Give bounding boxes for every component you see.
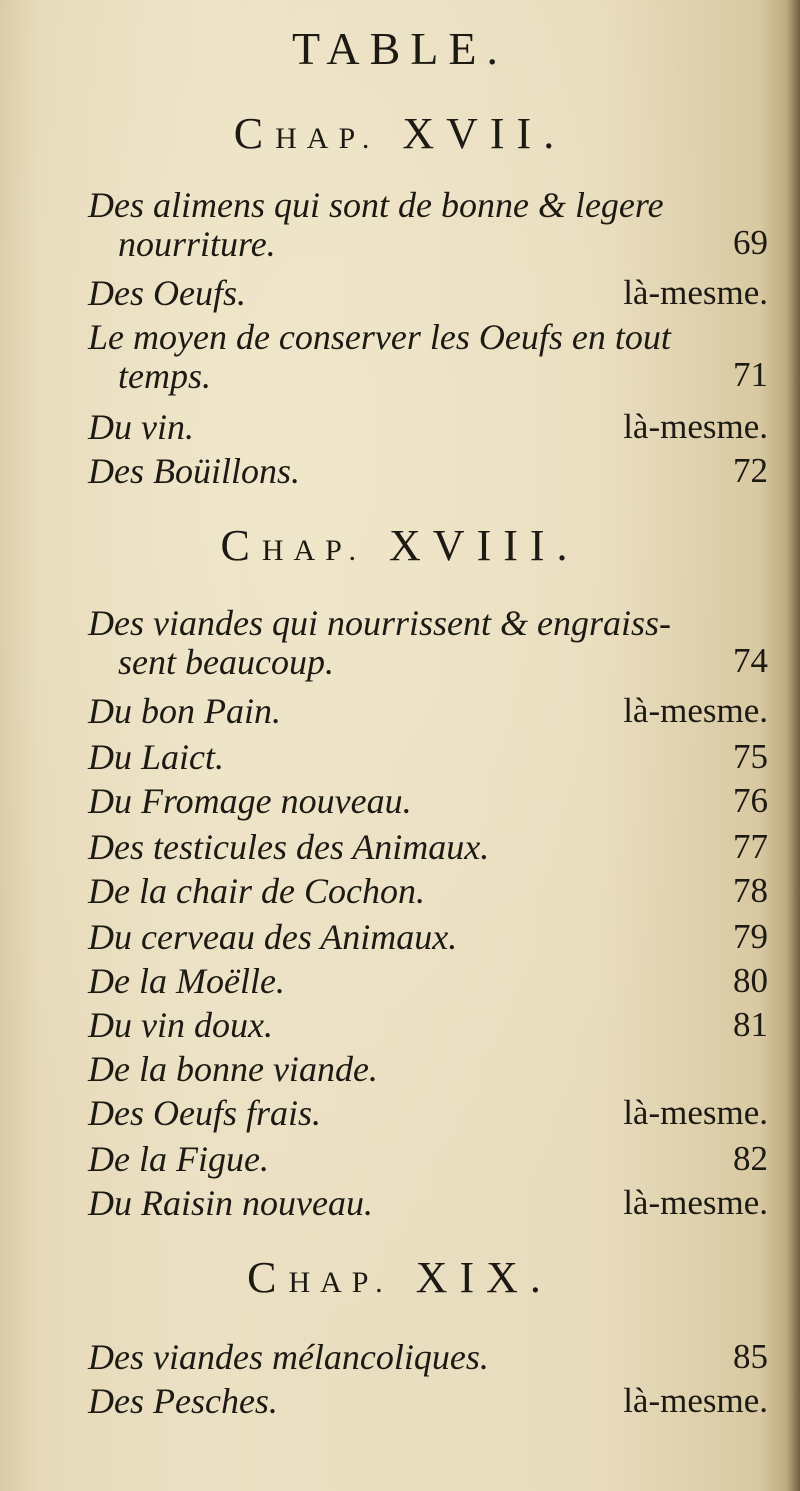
toc-entry — [88, 1140, 768, 1179]
entry-text: Des Oeufs frais. — [88, 1093, 321, 1133]
entry-text: Des Pesches. — [88, 1381, 278, 1421]
entry-page: 79 — [733, 917, 768, 956]
chapter-prefix: C — [233, 109, 276, 158]
toc-entry — [88, 274, 768, 313]
chapter-heading-xviii — [0, 520, 800, 571]
entry-page: 80 — [733, 961, 768, 1000]
entry-page: là-mesme. — [623, 691, 768, 730]
entry-page: 72 — [733, 451, 768, 490]
entry-page: 76 — [733, 781, 768, 820]
page-edge-shadow — [786, 0, 800, 1491]
chapter-prefix: C — [220, 521, 262, 570]
entry-text: Du vin. — [88, 407, 194, 447]
toc-entry — [88, 738, 768, 777]
chapter-number: XVIII. — [389, 521, 580, 570]
chapter-heading-xvii — [0, 108, 800, 159]
entry-page: 69 — [733, 223, 768, 262]
toc-entry — [88, 962, 768, 1001]
entry-page: 78 — [733, 871, 768, 910]
toc-entry — [88, 1382, 768, 1421]
entry-text-continued: nourriture. — [118, 224, 276, 264]
toc-entry — [88, 918, 768, 957]
toc-entry — [88, 604, 768, 682]
entry-text: Du vin doux. — [88, 1005, 273, 1045]
entry-text: Le moyen de conserver les Oeufs en tout — [88, 317, 671, 357]
entry-text: Des viandes qui nourrissent & engraiss- — [88, 603, 671, 643]
entry-text: De la bonne viande. — [88, 1049, 378, 1089]
toc-entry — [88, 828, 768, 867]
chapter-number: XVII. — [402, 109, 567, 158]
chapter-word: HAP. — [261, 534, 367, 567]
toc-entry — [88, 452, 768, 491]
toc-entry — [88, 782, 768, 821]
entry-page: là-mesme. — [623, 1381, 768, 1420]
entry-page: 85 — [733, 1337, 768, 1376]
entry-page: 77 — [733, 827, 768, 866]
entry-page: 81 — [733, 1005, 768, 1044]
entry-page: là-mesme. — [623, 1093, 768, 1132]
entry-text: Des testicules des Animaux. — [88, 827, 490, 867]
entry-text-continued: sent beaucoup. — [118, 642, 334, 682]
entry-page: 82 — [733, 1139, 768, 1178]
chapter-heading-xix — [0, 1252, 800, 1303]
chapter-word: HAP. — [288, 1266, 393, 1299]
chapter-number: XIX. — [415, 1253, 553, 1302]
toc-entry — [88, 318, 768, 396]
toc-entry — [88, 1094, 768, 1133]
toc-entry — [88, 1006, 768, 1045]
entry-page: 74 — [733, 641, 768, 680]
entry-text: Du Fromage nouveau. — [88, 781, 412, 821]
entry-text-continued: temps. — [118, 356, 211, 396]
toc-entry — [88, 408, 768, 447]
entry-page: là-mesme. — [623, 273, 768, 312]
entry-text: Du Raisin nouveau. — [88, 1183, 373, 1223]
toc-entry — [88, 872, 768, 911]
entry-page: là-mesme. — [623, 407, 768, 446]
toc-entry — [88, 692, 768, 731]
entry-page: 71 — [733, 355, 768, 394]
entry-text: Des Boüillons. — [88, 451, 300, 491]
entry-page: là-mesme. — [623, 1183, 768, 1222]
entry-text: De la chair de Cochon. — [88, 871, 425, 911]
entry-text: Du bon Pain. — [88, 691, 281, 731]
chapter-word: HAP. — [275, 122, 380, 155]
running-head: TABLE. — [291, 23, 508, 74]
entry-text: De la Figue. — [88, 1139, 269, 1179]
toc-entry — [88, 1338, 768, 1377]
entry-page: 75 — [733, 737, 768, 776]
toc-entry — [88, 1050, 768, 1089]
chapter-prefix: C — [247, 1253, 289, 1302]
entry-text: Du cerveau des Animaux. — [88, 917, 458, 957]
entry-text: Du Laict. — [88, 737, 225, 777]
entry-text: Des alimens qui sont de bonne & legere — [88, 185, 664, 225]
entry-text: De la Moëlle. — [88, 961, 285, 1001]
toc-entry — [88, 1184, 768, 1223]
toc-entry — [88, 186, 768, 264]
entry-text: Des viandes mélancoliques. — [88, 1337, 489, 1377]
entry-text: Des Oeufs. — [88, 273, 246, 313]
